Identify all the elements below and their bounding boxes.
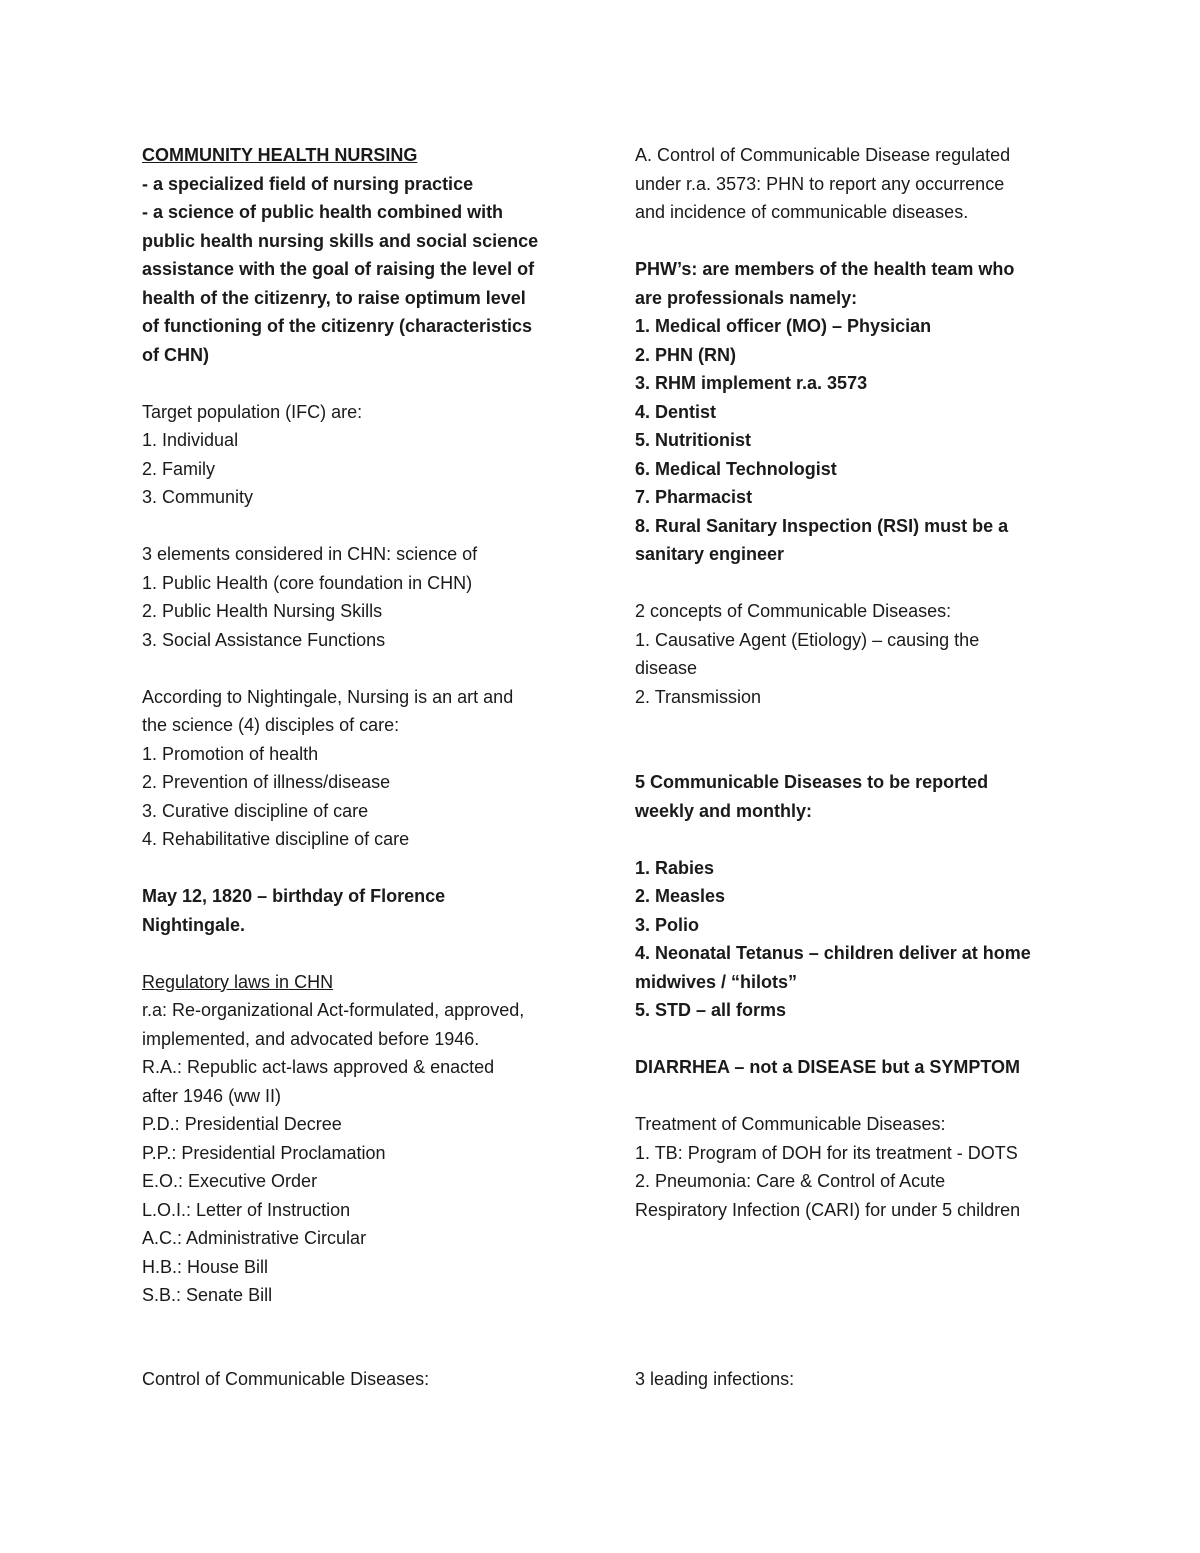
law-line: L.O.I.: Letter of Instruction — [142, 1199, 351, 1220]
law-line: E.O.: Executive Order — [142, 1171, 318, 1191]
nightingale-paragraph: the science (4) disciples of care: — [142, 715, 400, 735]
law-line: R.A.: Republic act-laws approved & enacted — [142, 1057, 495, 1077]
list-item: 1. Promotion of health — [142, 743, 319, 764]
list-item: 6. Medical Technologist — [635, 458, 837, 479]
phw-heading: PHW’s: are members of the health team who — [635, 259, 1015, 279]
control-paragraph: A. Control of Communicable Disease regulated — [635, 145, 1011, 165]
list-item: 1. Causative Agent (Etiology) – causing the — [635, 629, 980, 650]
list-item: 2. Family — [142, 458, 216, 479]
chn-definition — [142, 170, 592, 370]
list-item: 2. Pneumonia: Care & Control of Acute — [635, 1171, 946, 1191]
law-line: implemented, and advocated before 1946. — [142, 1028, 480, 1049]
phw-section — [635, 255, 1075, 569]
list-item: 1. Medical officer (MO) – Physician — [635, 316, 932, 336]
law-line: r.a: Re-organizational Act-formulated, approved, — [142, 1000, 525, 1020]
list-item: 2. Prevention of illness/disease — [142, 772, 391, 792]
definition-line: assistance with the goal of raising the level of — [142, 259, 535, 279]
control-paragraph: under r.a. 3573: PHN to report any occurrence — [635, 173, 1005, 194]
phw-heading: are professionals namely: — [635, 287, 858, 308]
reported-diseases-section — [635, 768, 1075, 1082]
birthday-note: May 12, 1820 – birthday of Florence — [142, 886, 446, 906]
definition-line: health of the citizenry, to raise optimum level — [142, 287, 526, 308]
list-item: 5. Nutritionist — [635, 430, 751, 450]
list-item: midwives / “hilots” — [635, 971, 798, 992]
list-item: disease — [635, 658, 698, 678]
list-item: 1. Rabies — [635, 857, 715, 878]
law-line: P.P.: Presidential Proclamation — [142, 1142, 386, 1163]
document-title: COMMUNITY HEALTH NURSING — [142, 145, 418, 165]
list-item: 3. Curative discipline of care — [142, 800, 369, 821]
list-item: 8. Rural Sanitary Inspection (RSI) must be a — [635, 515, 1009, 536]
law-line: P.D.: Presidential Decree — [142, 1114, 342, 1134]
definition-line: - a specialized field of nursing practice — [142, 173, 474, 194]
list-item: 3. Polio — [635, 914, 700, 935]
list-item: 4. Rehabilitative discipline of care — [142, 829, 410, 849]
target-population-heading: Target population (IFC) are: — [142, 401, 363, 422]
reported-heading: 5 Communicable Diseases to be reported — [635, 772, 989, 792]
definition-line: - a science of public health combined with — [142, 202, 504, 222]
right-column — [635, 141, 1075, 1224]
list-item: 3. RHM implement r.a. 3573 — [635, 373, 868, 393]
list-item: 3. Social Assistance Functions — [142, 629, 386, 650]
left-column — [142, 141, 592, 1310]
definition-line: public health nursing skills and social science — [142, 230, 539, 251]
list-item: 1. TB: Program of DOH for its treatment - DOTS — [635, 1142, 1018, 1163]
definition-line: of functioning of the citizenry (characteristics — [142, 316, 533, 336]
list-item: 2. PHN (RN) — [635, 344, 737, 365]
birthday-note: Nightingale. — [142, 914, 245, 935]
concepts-heading: 2 concepts of Communicable Diseases: — [635, 601, 952, 621]
list-item: 2. Measles — [635, 886, 726, 906]
elements-heading: 3 elements considered in CHN: science of — [142, 544, 478, 564]
list-item: 4. Dentist — [635, 401, 717, 422]
control-paragraph: and incidence of communicable diseases. — [635, 202, 969, 222]
list-item: 4. Neonatal Tetanus – children deliver at home — [635, 943, 1031, 963]
list-item: 1. Individual — [142, 430, 239, 450]
treatment-heading: Treatment of Communicable Diseases: — [635, 1114, 946, 1134]
list-item: Respiratory Infection (CARI) for under 5 children — [635, 1199, 1021, 1220]
list-item: 1. Public Health (core foundation in CHN) — [142, 572, 473, 593]
nightingale-paragraph: According to Nightingale, Nursing is an art and — [142, 686, 514, 707]
list-item: 7. Pharmacist — [635, 487, 753, 507]
reported-heading: weekly and monthly: — [635, 800, 813, 821]
list-item: 2. Transmission — [635, 686, 762, 707]
list-item: 3. Community — [142, 487, 254, 507]
law-line: A.C.: Administrative Circular — [142, 1228, 367, 1248]
diarrhea-note: DIARRHEA – not a DISEASE but a SYMPTOM — [635, 1057, 1021, 1077]
right-footer-heading: 3 leading infections: — [635, 1369, 795, 1389]
definition-line: of CHN) — [142, 344, 209, 365]
law-line: H.B.: House Bill — [142, 1256, 269, 1277]
list-item: sanitary engineer — [635, 544, 785, 564]
law-line: S.B.: Senate Bill — [142, 1285, 273, 1305]
list-item: 2. Public Health Nursing Skills — [142, 601, 383, 621]
left-footer-heading: Control of Communicable Diseases: — [142, 1369, 430, 1389]
list-item: 5. STD – all forms — [635, 1000, 787, 1020]
regulatory-laws-heading: Regulatory laws in CHN — [142, 971, 334, 992]
law-line: after 1946 (ww II) — [142, 1085, 282, 1106]
